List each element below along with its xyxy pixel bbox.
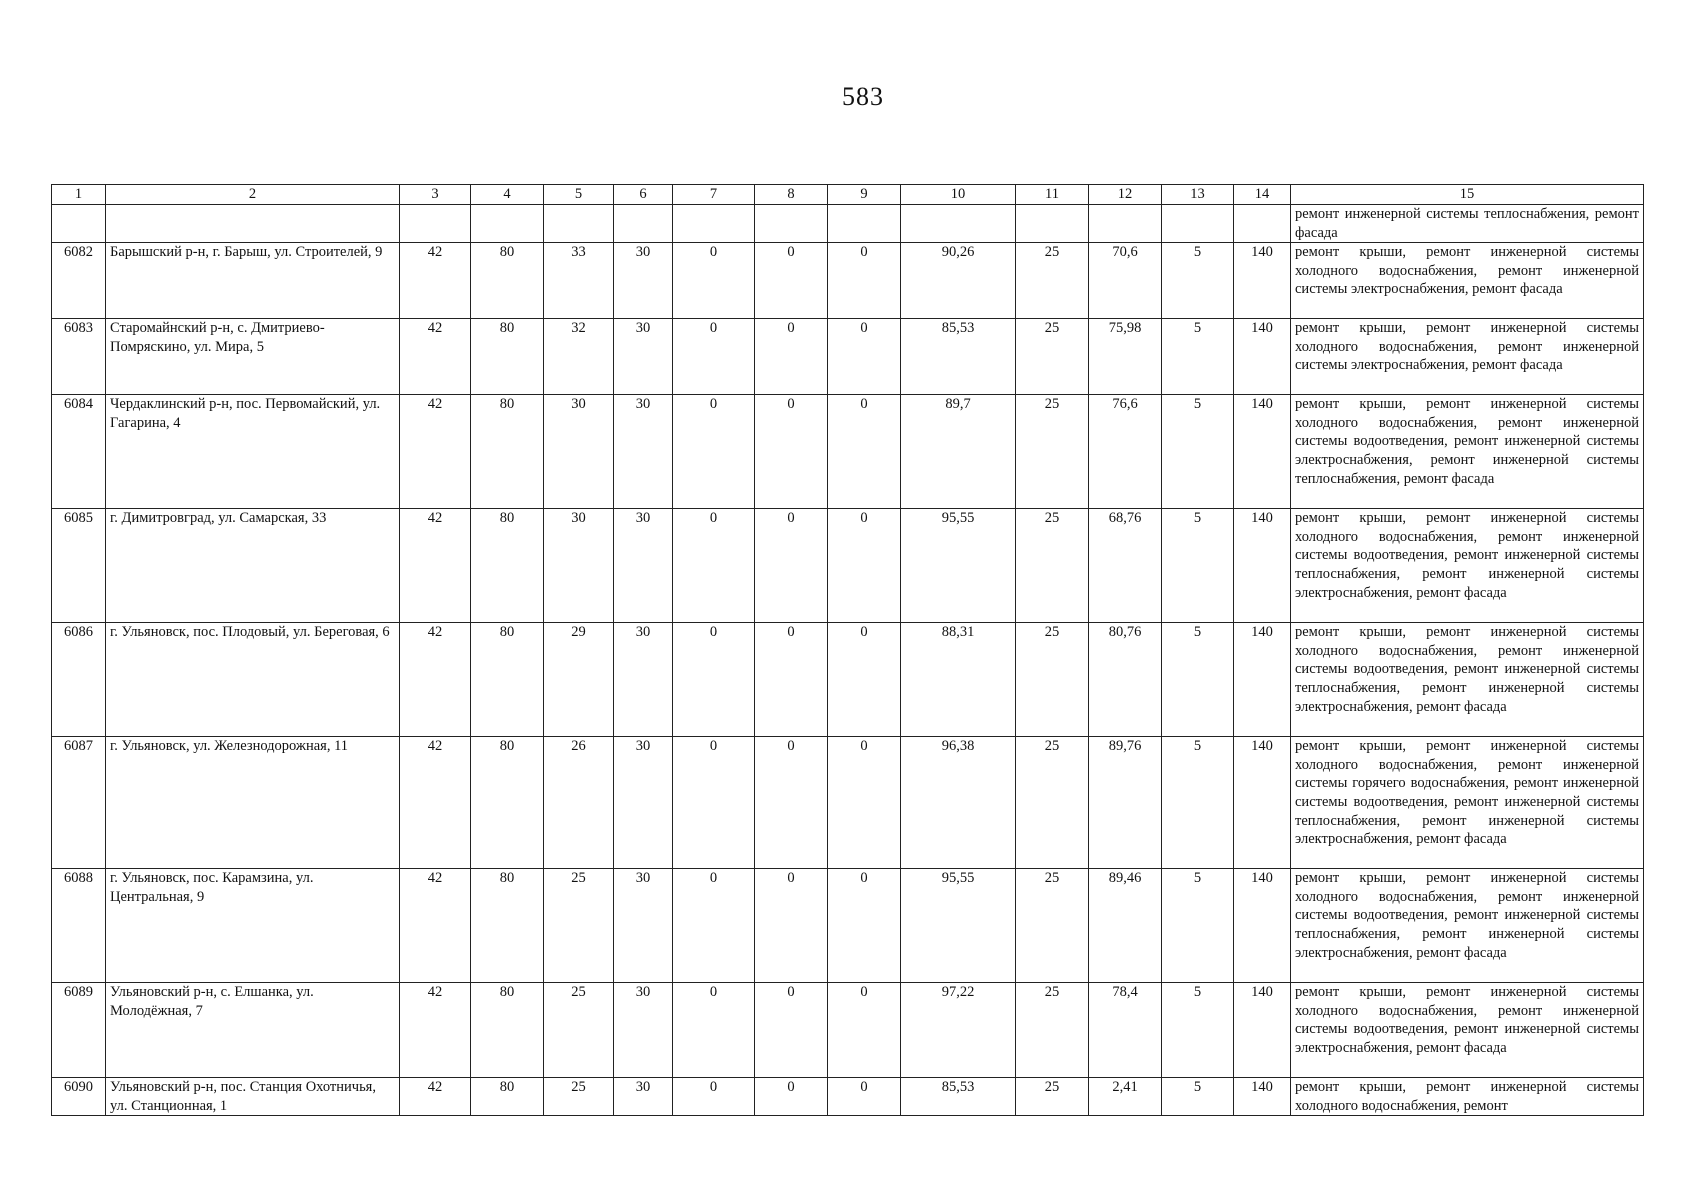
value-cell: 25 [1016, 1078, 1089, 1116]
value-cell: 89,46 [1089, 869, 1162, 983]
value-cell: 0 [673, 243, 755, 319]
value-cell: 140 [1234, 243, 1291, 319]
value-cell: 80 [471, 869, 544, 983]
value-cell: 0 [755, 1078, 828, 1116]
value-cell: 80,76 [1089, 623, 1162, 737]
value-cell: 25 [1016, 737, 1089, 869]
empty-cell [1089, 205, 1162, 243]
value-cell: 30 [614, 983, 673, 1078]
value-cell: 85,53 [901, 1078, 1016, 1116]
value-cell: 25 [1016, 509, 1089, 623]
value-cell: 0 [828, 1078, 901, 1116]
value-cell: 80 [471, 395, 544, 509]
value-cell: 140 [1234, 869, 1291, 983]
value-cell: 85,53 [901, 319, 1016, 395]
value-cell: 30 [614, 623, 673, 737]
value-cell: 42 [400, 623, 471, 737]
value-cell: 0 [828, 395, 901, 509]
record-id: 6089 [52, 983, 106, 1078]
value-cell: 30 [544, 395, 614, 509]
value-cell: 25 [1016, 243, 1089, 319]
value-cell: 5 [1162, 623, 1234, 737]
value-cell: 0 [673, 983, 755, 1078]
empty-cell [106, 205, 400, 243]
value-cell: 5 [1162, 319, 1234, 395]
value-cell: 0 [828, 243, 901, 319]
value-cell: 30 [614, 737, 673, 869]
works-cell: ремонт инженерной системы теплоснабжения, ремонт фасада [1291, 205, 1644, 243]
value-cell: 0 [755, 737, 828, 869]
value-cell: 76,6 [1089, 395, 1162, 509]
value-cell: 0 [673, 319, 755, 395]
empty-cell [471, 205, 544, 243]
column-header: 8 [755, 185, 828, 205]
column-header: 10 [901, 185, 1016, 205]
address-cell: г. Димитровград, ул. Самарская, 33 [106, 509, 400, 623]
value-cell: 96,38 [901, 737, 1016, 869]
value-cell: 25 [544, 869, 614, 983]
works-cell: ремонт крыши, ремонт инженерной системы холодного водоснабжения, ремонт инженерной системы водоотведения, ремонт инженерной системы теплоснабжения, ремонт инженерной системы электроснабжения, ремонт фасада [1291, 623, 1644, 737]
record-id: 6086 [52, 623, 106, 737]
record-id: 6087 [52, 737, 106, 869]
value-cell: 80 [471, 1078, 544, 1116]
value-cell: 30 [614, 869, 673, 983]
value-cell: 42 [400, 869, 471, 983]
value-cell: 5 [1162, 395, 1234, 509]
empty-cell [400, 205, 471, 243]
value-cell: 5 [1162, 243, 1234, 319]
value-cell: 140 [1234, 1078, 1291, 1116]
table-row [52, 983, 1644, 1078]
empty-cell [544, 205, 614, 243]
value-cell: 30 [614, 509, 673, 623]
value-cell: 88,31 [901, 623, 1016, 737]
column-header: 7 [673, 185, 755, 205]
address-cell: Ульяновский р-н, с. Елшанка, ул. Молодёжная, 7 [106, 983, 400, 1078]
table-row [52, 1078, 1644, 1116]
value-cell: 5 [1162, 869, 1234, 983]
value-cell: 0 [673, 509, 755, 623]
value-cell: 0 [828, 983, 901, 1078]
address-cell: г. Ульяновск, пос. Плодовый, ул. Береговая, 6 [106, 623, 400, 737]
value-cell: 29 [544, 623, 614, 737]
works-cell: ремонт крыши, ремонт инженерной системы холодного водоснабжения, ремонт инженерной системы электроснабжения, ремонт фасада [1291, 243, 1644, 319]
table-row [52, 509, 1644, 623]
value-cell: 140 [1234, 983, 1291, 1078]
value-cell: 30 [544, 509, 614, 623]
value-cell: 0 [673, 1078, 755, 1116]
record-id: 6088 [52, 869, 106, 983]
value-cell: 30 [614, 319, 673, 395]
value-cell: 32 [544, 319, 614, 395]
value-cell: 0 [828, 509, 901, 623]
value-cell: 2,41 [1089, 1078, 1162, 1116]
works-cell: ремонт крыши, ремонт инженерной системы холодного водоснабжения, ремонт инженерной системы водоотведения, ремонт инженерной системы электроснабжения, ремонт фасада [1291, 983, 1644, 1078]
record-id: 6084 [52, 395, 106, 509]
column-header: 13 [1162, 185, 1234, 205]
empty-cell [901, 205, 1016, 243]
column-header: 3 [400, 185, 471, 205]
value-cell: 30 [614, 1078, 673, 1116]
value-cell: 80 [471, 623, 544, 737]
housing-repair-table [51, 184, 1644, 1116]
value-cell: 0 [828, 319, 901, 395]
value-cell: 25 [544, 1078, 614, 1116]
value-cell: 5 [1162, 509, 1234, 623]
address-cell: Барышский р-н, г. Барыш, ул. Строителей, 9 [106, 243, 400, 319]
value-cell: 95,55 [901, 509, 1016, 623]
table-row [52, 623, 1644, 737]
value-cell: 0 [828, 869, 901, 983]
empty-cell [1016, 205, 1089, 243]
address-cell: г. Ульяновск, ул. Железнодорожная, 11 [106, 737, 400, 869]
value-cell: 0 [828, 623, 901, 737]
column-header: 6 [614, 185, 673, 205]
record-id: 6090 [52, 1078, 106, 1116]
value-cell: 42 [400, 983, 471, 1078]
address-cell: г. Ульяновск, пос. Карамзина, ул. Центральная, 9 [106, 869, 400, 983]
column-header: 11 [1016, 185, 1089, 205]
column-header: 5 [544, 185, 614, 205]
value-cell: 0 [673, 395, 755, 509]
column-header: 1 [52, 185, 106, 205]
record-id: 6085 [52, 509, 106, 623]
value-cell: 140 [1234, 509, 1291, 623]
value-cell: 42 [400, 509, 471, 623]
value-cell: 0 [673, 869, 755, 983]
works-cell: ремонт крыши, ремонт инженерной системы холодного водоснабжения, ремонт инженерной системы водоотведения, ремонт инженерной системы теплоснабжения, ремонт инженерной системы электроснабжения, ремонт фасада [1291, 869, 1644, 983]
column-header: 14 [1234, 185, 1291, 205]
page-number: 583 [842, 82, 884, 111]
empty-cell [1162, 205, 1234, 243]
table-row [52, 395, 1644, 509]
works-cell: ремонт крыши, ремонт инженерной системы холодного водоснабжения, ремонт [1291, 1078, 1644, 1116]
value-cell: 42 [400, 319, 471, 395]
column-header: 15 [1291, 185, 1644, 205]
value-cell: 30 [614, 395, 673, 509]
value-cell: 5 [1162, 1078, 1234, 1116]
value-cell: 78,4 [1089, 983, 1162, 1078]
table-row [52, 737, 1644, 869]
value-cell: 0 [755, 869, 828, 983]
value-cell: 25 [1016, 869, 1089, 983]
value-cell: 42 [400, 1078, 471, 1116]
empty-cell [1234, 205, 1291, 243]
value-cell: 140 [1234, 319, 1291, 395]
record-id: 6083 [52, 319, 106, 395]
value-cell: 140 [1234, 395, 1291, 509]
continuation-row [52, 205, 1644, 243]
table-row [52, 243, 1644, 319]
value-cell: 5 [1162, 983, 1234, 1078]
value-cell: 97,22 [901, 983, 1016, 1078]
value-cell: 5 [1162, 737, 1234, 869]
value-cell: 0 [755, 509, 828, 623]
value-cell: 0 [755, 983, 828, 1078]
value-cell: 0 [673, 737, 755, 869]
value-cell: 80 [471, 983, 544, 1078]
value-cell: 25 [1016, 395, 1089, 509]
value-cell: 80 [471, 737, 544, 869]
works-cell: ремонт крыши, ремонт инженерной системы холодного водоснабжения, ремонт инженерной системы водоотведения, ремонт инженерной системы теплоснабжения, ремонт инженерной системы электроснабжения, ремонт фасада [1291, 509, 1644, 623]
value-cell: 89,76 [1089, 737, 1162, 869]
value-cell: 0 [755, 319, 828, 395]
value-cell: 75,98 [1089, 319, 1162, 395]
value-cell: 42 [400, 395, 471, 509]
value-cell: 140 [1234, 623, 1291, 737]
value-cell: 42 [400, 737, 471, 869]
value-cell: 140 [1234, 737, 1291, 869]
value-cell: 80 [471, 509, 544, 623]
address-cell: Ульяновский р-н, пос. Станция Охотничья, ул. Станционная, 1 [106, 1078, 400, 1116]
column-header: 9 [828, 185, 901, 205]
value-cell: 25 [1016, 623, 1089, 737]
value-cell: 0 [828, 737, 901, 869]
record-id: 6082 [52, 243, 106, 319]
value-cell: 95,55 [901, 869, 1016, 983]
empty-cell [52, 205, 106, 243]
value-cell: 90,26 [901, 243, 1016, 319]
value-cell: 42 [400, 243, 471, 319]
value-cell: 25 [544, 983, 614, 1078]
empty-cell [673, 205, 755, 243]
value-cell: 26 [544, 737, 614, 869]
value-cell: 80 [471, 243, 544, 319]
value-cell: 68,76 [1089, 509, 1162, 623]
value-cell: 25 [1016, 983, 1089, 1078]
column-header: 2 [106, 185, 400, 205]
value-cell: 0 [673, 623, 755, 737]
empty-cell [828, 205, 901, 243]
value-cell: 0 [755, 623, 828, 737]
column-header: 4 [471, 185, 544, 205]
value-cell: 33 [544, 243, 614, 319]
works-cell: ремонт крыши, ремонт инженерной системы холодного водоснабжения, ремонт инженерной системы электроснабжения, ремонт фасада [1291, 319, 1644, 395]
column-number-header-row [52, 185, 1644, 205]
empty-cell [614, 205, 673, 243]
table-row [52, 869, 1644, 983]
empty-cell [755, 205, 828, 243]
table-row [52, 319, 1644, 395]
value-cell: 0 [755, 243, 828, 319]
value-cell: 30 [614, 243, 673, 319]
value-cell: 0 [755, 395, 828, 509]
address-cell: Чердаклинский р-н, пос. Первомайский, ул. Гагарина, 4 [106, 395, 400, 509]
value-cell: 70,6 [1089, 243, 1162, 319]
value-cell: 89,7 [901, 395, 1016, 509]
column-header: 12 [1089, 185, 1162, 205]
value-cell: 25 [1016, 319, 1089, 395]
value-cell: 80 [471, 319, 544, 395]
address-cell: Старомайнский р-н, с. Дмитриево-Помряскино, ул. Мира, 5 [106, 319, 400, 395]
works-cell: ремонт крыши, ремонт инженерной системы холодного водоснабжения, ремонт инженерной системы водоотведения, ремонт инженерной системы электроснабжения, ремонт инженерной системы теплоснабжения, ремонт фасада [1291, 395, 1644, 509]
works-cell: ремонт крыши, ремонт инженерной системы холодного водоснабжения, ремонт инженерной системы горячего водоснабжения, ремонт инженерной системы водоотведения, ремонт инженерной системы теплоснабжения, ремонт инженерной системы электроснабжения, ремонт фасада [1291, 737, 1644, 869]
